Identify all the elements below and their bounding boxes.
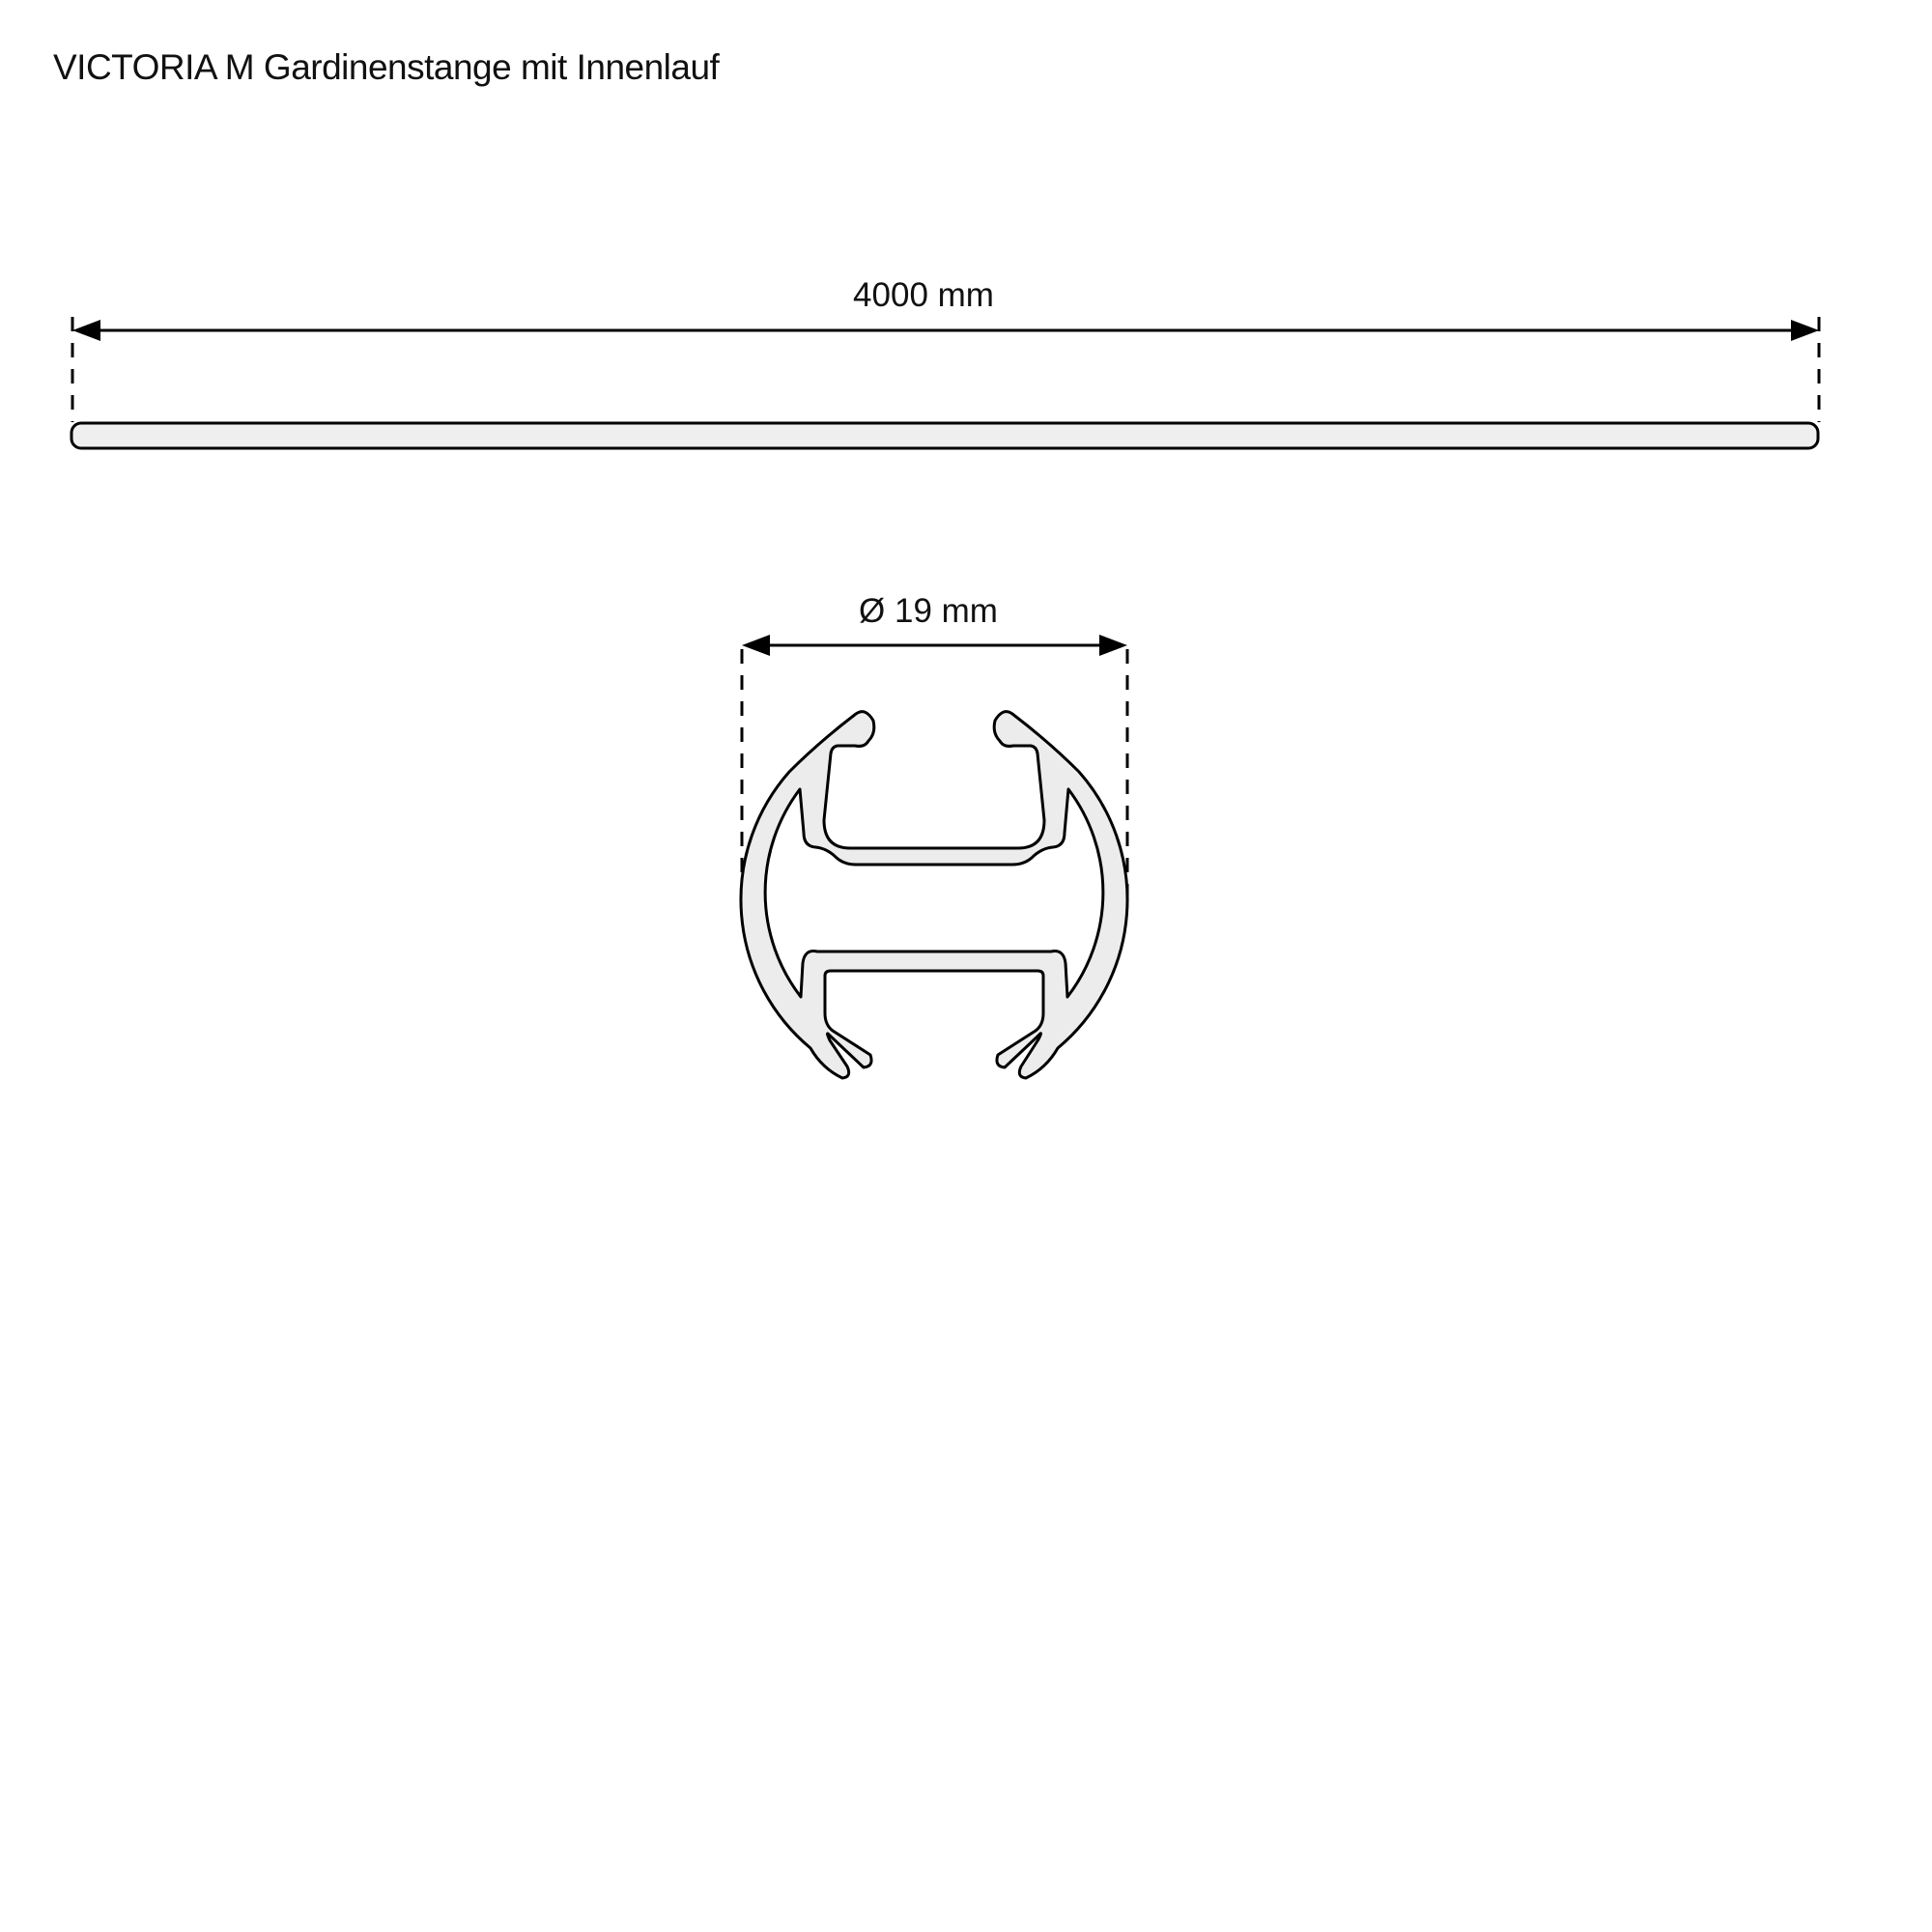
diameter-dimension-label: Ø 19 mm <box>859 592 998 630</box>
length-dimension <box>72 317 1819 422</box>
arrowhead-left-icon <box>72 320 100 341</box>
arrowhead-right-icon <box>1791 320 1819 341</box>
drawing-title: VICTORIA M Gardinenstange mit Innenlauf <box>53 47 720 87</box>
length-dimension-label: 4000 mm <box>853 276 994 314</box>
arrowhead-left-icon <box>742 635 770 656</box>
rod-cross-section-profile <box>741 712 1127 1078</box>
rod-side-view <box>71 423 1818 448</box>
arrowhead-right-icon <box>1099 635 1127 656</box>
